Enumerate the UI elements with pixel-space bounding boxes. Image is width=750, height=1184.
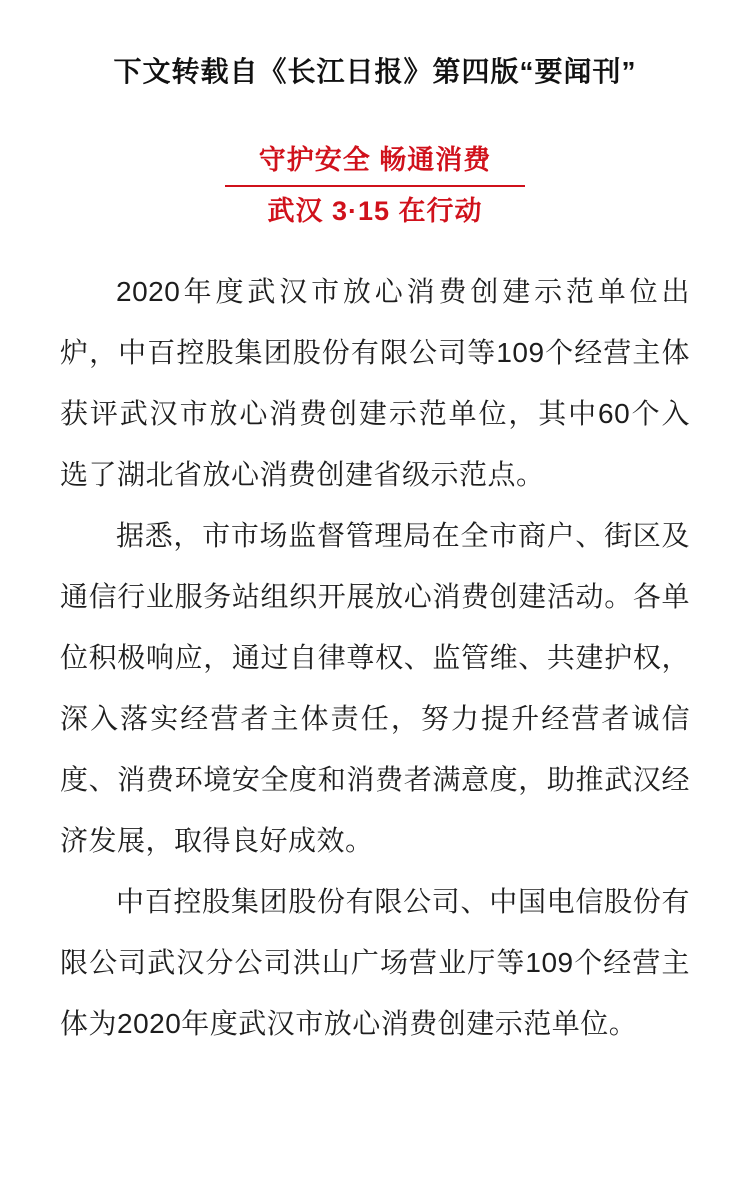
article-paragraph: 据悉，市市场监督管理局在全市商户、街区及通信行业服务站组织开展放心消费创建活动。各单位积极响应，通过自律尊权、监管维、共建护权，深入落实经营者主体责任，努力提升经营者诚信度、消费环境安全度和消费者满意度，助推武汉经济发展，取得良好成效。 bbox=[60, 519, 690, 856]
headline-sub: 武汉 3·15 在行动 bbox=[267, 195, 483, 226]
article-paragraph: 2020年度武汉市放心消费创建示范单位出炉，中百控股集团股份有限公司等109个经营主体获评武汉市放心消费创建示范单位，其中60个入选了湖北省放心消费创建省级示范点。 bbox=[60, 275, 690, 490]
source-attribution: 下文转载自《长江日报》第四版“要闻刊” bbox=[113, 56, 637, 87]
headline-block bbox=[225, 90, 525, 231]
article-body bbox=[60, 231, 690, 1054]
article-paragraph: 中百控股集团股份有限公司、中国电信股份有限公司武汉分公司洪山广场营业厅等109个经营主体为2020年度武汉市放心消费创建示范单位。 bbox=[60, 885, 690, 1039]
headline-main: 守护安全 畅通消费 bbox=[225, 142, 525, 186]
